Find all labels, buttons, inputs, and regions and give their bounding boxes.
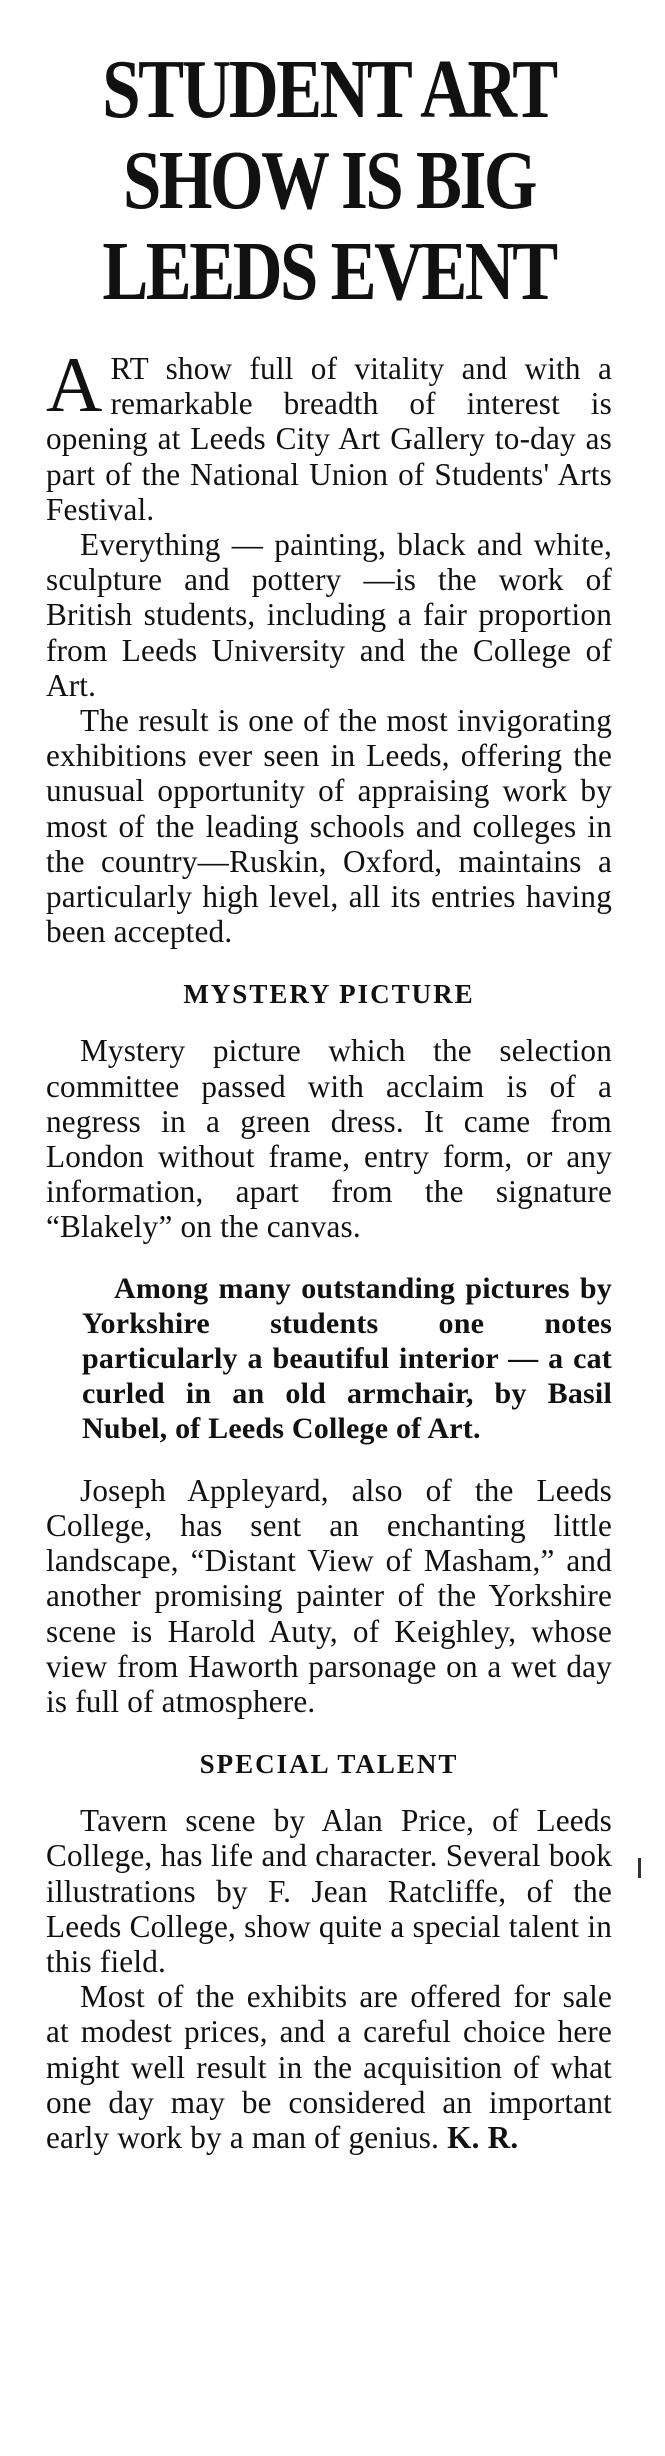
paragraph-intro-text: RT show full of vitality and with a remarkable breadth of interest is opening at Leeds City Art Gallery to-day as part of the National Union of Students' Arts Festival. xyxy=(46,351,612,527)
paragraph-appleyard: Joseph Appleyard, also of the Leeds College, has sent an enchanting little landscape, “Distant View of Masham,” and another promising painter of the Yorkshire scene is Harold Auty, of Keighley, whose view from Haworth parsonage on a wet day is full of atmosphere. xyxy=(46,1472,612,1719)
headline xyxy=(97,44,561,317)
author-signature: K. R. xyxy=(447,2119,519,2155)
headline-line-2: SHOW IS BIG xyxy=(123,134,535,227)
paragraph-result: The result is one of the most invigorating exhibitions ever seen in Leeds, offering the unusual opportunity of appraising work by most of the leading schools and colleges in the country—Ruskin, Oxford, maintains a particularly high level, all its entries having been accepted. xyxy=(46,703,612,950)
paragraph-exhibits-text: Most of the exhibits are offered for sale at modest prices, and a careful choice here might well result in the acquisition of what one day may be considered an important early work by a man of genius. xyxy=(46,1979,612,2155)
paragraph-intro xyxy=(46,341,612,527)
newspaper-clipping xyxy=(46,44,612,2155)
headline-line-3: LEEDS EVENT xyxy=(102,225,556,318)
column-gutter-mark xyxy=(638,1858,641,1878)
subheading-special-talent: SPECIAL TALENT xyxy=(199,1749,459,1780)
drop-cap: A xyxy=(46,341,103,428)
paragraph-mystery: Mystery picture which the selection committee passed with acclaim is of a negress in a green dress. It came from London without frame, entry form, or any information, apart from the signature “Blakely” on the canvas. xyxy=(46,1033,612,1245)
subheading-mystery-picture: MYSTERY PICTURE xyxy=(183,979,475,1010)
paragraph-tavern-scene: Tavern scene by Alan Price, of Leeds College, has life and character. Several book illustrations by F. Jean Ratcliffe, of the Leeds College, show quite a special talent in this field. xyxy=(46,1803,612,1979)
paragraph-outstanding-pictures: Among many outstanding pictures by Yorkshire students one notes particularly a beautiful interior — a cat curled in an old armchair, by Basil Nubel, of Leeds College of Art. xyxy=(82,1271,612,1446)
paragraph-exhibits xyxy=(46,1979,612,2155)
headline-line-1: STUDENT ART xyxy=(102,43,556,136)
paragraph-everything: Everything — painting, black and white, sculpture and pottery —is the work of British students, including a fair proportion from Leeds University and the College of Art. xyxy=(46,527,612,703)
